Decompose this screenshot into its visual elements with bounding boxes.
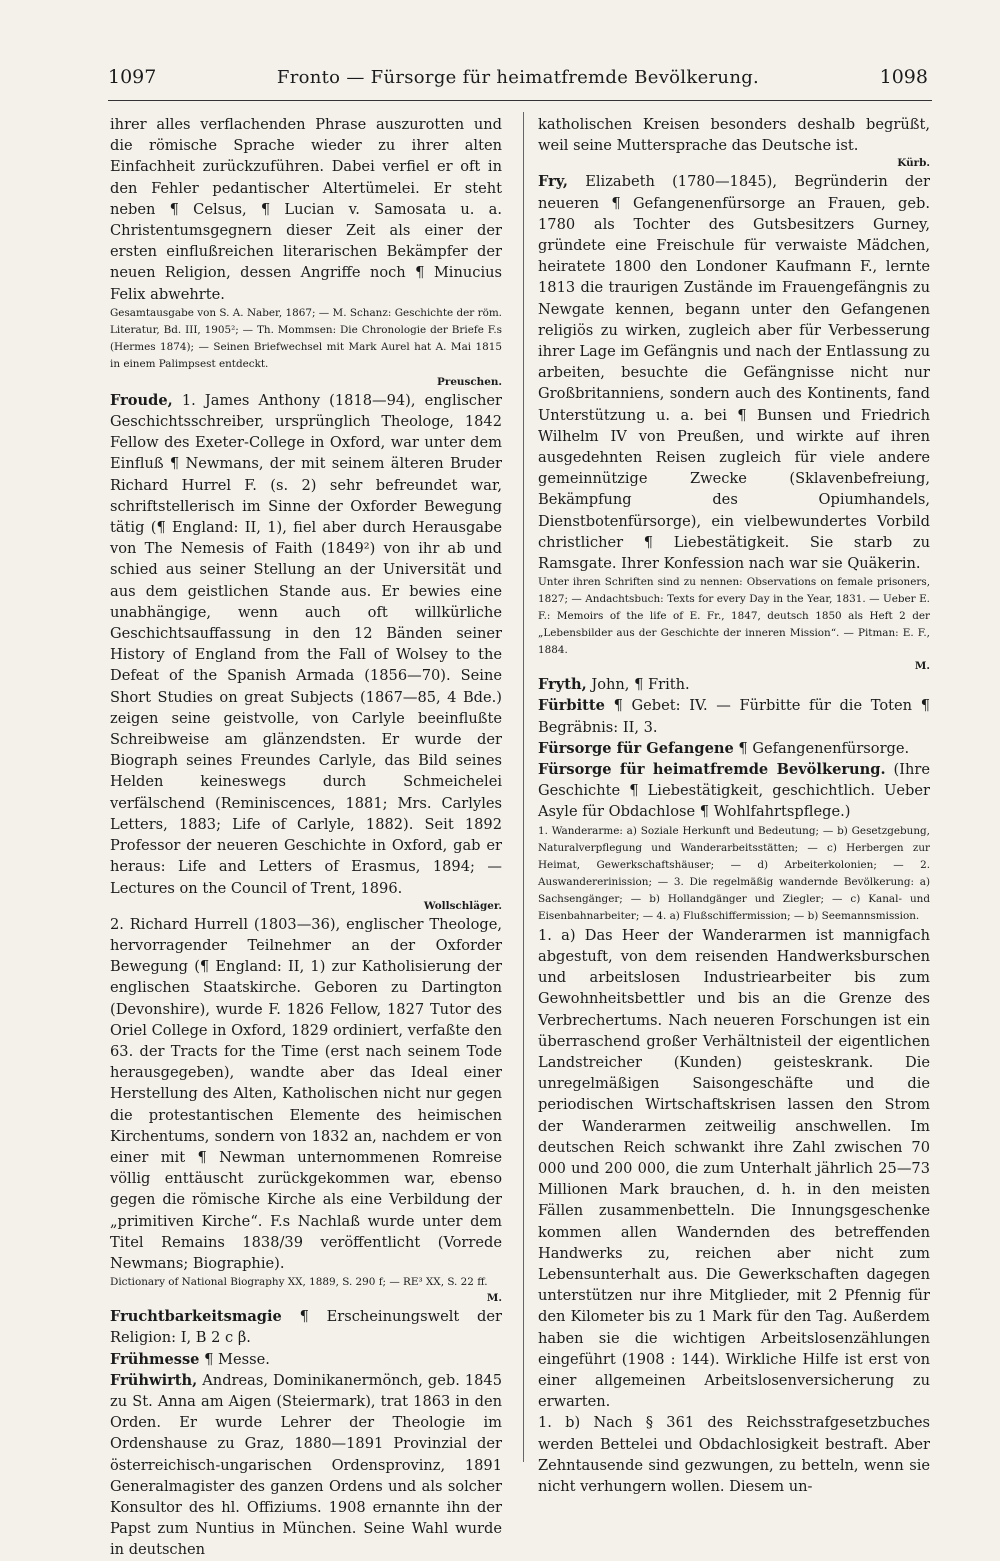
- entry-fry: [538, 171, 930, 574]
- headword: Fürsorge für heimatfremde Bevölkerung.: [538, 761, 886, 779]
- fruehwirth-continuation: katholischen Kreisen besonders deshalb begrüßt, weil seine Muttersprache das Deutsche ist.: [538, 116, 930, 155]
- headword: Frühmesse: [110, 1350, 200, 1368]
- froude-bibliography: Dictionary of National Biography XX, 1889, S. 290 f; — RE³ XX, S. 22 ff.: [110, 1276, 488, 1289]
- entry-text: Andreas, Dominikanermönch, geb. 1845 zu St. Anna am Aigen (Steiermark), trat 1863 in den Orden. Er wurde Lehrer der Theologie im Ordenshause zu Graz, 1880—1891 Provinzial der österreichisch-ungarischen Ordensprovinz, 1891 Generalmagister des ganzen Ordens und als solcher Konsultor des hl. Offiziums. 1908 ernannte ihn der Papst zum Nuntius in München. Seine Wahl wurde in deutschen: [110, 1371, 502, 1559]
- author-signature: Kürb.: [897, 157, 930, 170]
- author-signature: Preuschen.: [437, 375, 502, 388]
- page-number-right: 1098: [879, 66, 928, 88]
- column-divider: [523, 112, 524, 1462]
- entry-fuersorge-gefangene: [538, 738, 930, 759]
- entry-froude-1: [110, 390, 502, 899]
- headword: Frühwirth,: [110, 1371, 198, 1389]
- entry-text: ¶ Erscheinungswelt der Religion: I, B 2 c β.: [110, 1308, 502, 1347]
- fronto-text: ihrer alles verflachenden Phrase auszurotten und die römische Sprache wieder zu ihrer alten Einfachheit zurückzuführen. Dabei verfiel er oft in den Fehler pedantischer Altertümelei. Er steht neben ¶ Celsus, ¶ Lucian v. Samosata u. a. Christentumsgegnern dieser Zeit als einer der ersten einflußreichen literarischen Bekämpfer der neuen Religion, dessen Angriffe noch ¶ Minucius Felix abwehrte.: [110, 116, 502, 303]
- entry-fruchtbarkeitsmagie: [110, 1306, 502, 1348]
- fry-bibliography: Unter ihren Schriften sind zu nennen: Observations on female prisoners, 1827; — Andachtsbuch: Texts for every Day in the Year, 1831. — Ueber E. F.: Memoirs of the life of E. Fr., 1847, deutsch 1850 als Heft 2 der „Lebensbilder aus der Geschichte der inneren Mission“. — Pitman: E. F., 1884.: [538, 576, 930, 657]
- fronto-bibliography: Gesamtausgabe von S. A. Naber, 1867; — M. Schanz: Geschichte der röm. Literatur, Bd. III, 1905²; — Th. Mommsen: Die Chronologie der Briefe F.s (Hermes 1874); — Seinen Briefwechsel mit Mark Aurel hat A. Mai 1815 in einem Palimpsest entdeckt.: [110, 306, 502, 370]
- entry-text: John, ¶ Frith.: [586, 676, 690, 694]
- left-column: [110, 114, 502, 1559]
- right-column: [538, 114, 930, 1495]
- running-title: Fronto — Fürsorge für heimatfremde Bevölkerung.: [276, 67, 760, 88]
- entry-text: ¶ Gebet: IV. — Fürbitte für die Toten ¶ Begräbnis: II, 3.: [538, 697, 930, 736]
- author-signature: M.: [914, 660, 930, 673]
- headword: Froude,: [110, 391, 173, 409]
- headword: Fryth,: [538, 676, 587, 694]
- entry-fruehmesse: [110, 1349, 502, 1370]
- running-header: [108, 66, 928, 100]
- author-signature: Wollschläger.: [423, 899, 502, 912]
- headword: Fruchtbarkeitsmagie: [110, 1308, 282, 1326]
- author-signature: M.: [486, 1292, 502, 1305]
- headword: Fürsorge für Gefangene: [538, 739, 734, 757]
- section-1b-text: 1. b) Nach § 361 des Reichsstrafgesetzbuches werden Bettelei und Obdachlosigkeit bestraft. Aber Zehntausende sind gezwungen, zu betteln, wenn sie nicht verhungern wollen. Diesem un-: [538, 1414, 930, 1495]
- entry-text: (Ihre Geschichte ¶ Liebestätigkeit, geschichtlich. Ueber Asyle für Obdachlose ¶ Wohlfahrtspflege.): [538, 761, 930, 821]
- entry-fuerbitte: [538, 695, 930, 737]
- page-number-left: 1097: [108, 66, 157, 88]
- header-rule: [108, 100, 932, 101]
- section-1a-text: 1. a) Das Heer der Wanderarmen ist mannigfach abgestuft, von dem reisenden Handwerksburschen und arbeitslosen Industriearbeiter bis zum Gewohnheitsbettler und bis an die Grenze des Verbrechertums. Nach neueren Forschungen ist ein überraschend großer Verhältnisteil der eigentlichen Landstreicher (Kunden) geisteskrank. Die unregelmäßigen Saisongeschäfte und die periodischen Wirtschaftskrisen lassen den Strom der Wanderarmen zeitweilig anschwellen. Im deutschen Reich schwankt ihre Zahl zwischen 70 000 und 200 000, die zum Unterhalt jährlich 25—73 Millionen Mark brauchen, d. h. in den meisten Fällen zusammenbetteln. Die Innungsgeschenke kommen allen Wandernden des betreffenden Handwerks zu, reichen aber nicht zum Lebensunterhalt aus. Die Gewerkschaften dagegen unterstützen nur ihre Mitglieder, mit 2 Pfennig für den Kilometer bis zu 1 Mark für den Tag. Außerdem haben sie die wichtigen Arbeitslosenzählungen eingeführt (1908 : 144). Wirkliche Hilfe ist erst von einer allgemeinen Arbeitslosenversicherung zu erwarten.: [538, 926, 930, 1411]
- entry-fryth: [538, 674, 930, 695]
- headword: Fürbitte: [538, 697, 605, 715]
- entry-text: ¶ Gefangenenfürsorge.: [733, 739, 910, 757]
- headword: Fry,: [538, 173, 568, 191]
- entry-text: Elizabeth (1780—1845), Begründerin der neueren ¶ Gefangenenfürsorge an Frauen, geb. 1780 als Tochter des Gutsbesitzers Gurney, gründete eine Freischule für verwaiste Mädchen, heiratete 1800 den Londoner Kaufmann F., lernte 1813 die traurigen Zustände im Frauengefängnis zu Newgate kennen, begann unter den Gefangenen religiös zu wirken, zugleich aber für Verbesserung ihrer Lage im Gefängnis und nach der Entlassung zu arbeiten, besuchte die Gefängnisse nicht nur Großbritanniens, sondern auch des Kontinents, fand Unterstützung u. a. bei ¶ Bunsen und Friedrich Wilhelm IV von Preußen, und wirkte auf ihren ausgedehnten Reisen zugleich für viele andere gemeinnützige Zwecke (Sklavenbefreiung, Bekämpfung des Opiumhandels, Dienstbotenfürsorge), ein vielbewundertes Vorbild christlicher ¶ Liebestätigkeit. Sie starb zu Ramsgate. Ihrer Konfession nach war sie Quäkerin.: [538, 173, 930, 573]
- section-outline: 1. Wanderarme: a) Soziale Herkunft und Bedeutung; — b) Gesetzgebung, Naturalverpflegung und Wanderarbeitsstätten; — c) Herbergen zur Heimat, Gewerkschaftshäuser; — d) Arbeiterkolonien; — 2. Auswandererinission; — 3. Die regelmäßig wandernde Bevölkerung: a) Sachsengänger; — b) Hollandgänger und Ziegler; — c) Kanal- und Eisenbahnarbeiter; — 4. a) Flußschiffermission; — b) Seemannsmission.: [538, 824, 930, 922]
- entry-fuersorge-heimatfremde: [538, 759, 930, 823]
- entry-text: 1. James Anthony (1818—94), englischer Geschichtsschreiber, ursprünglich Theologe, 1842 Fellow des Exeter-College in Oxford, war unter dem Einfluß ¶ Newmans, der mit seinem älteren Bruder Richard Hurrel F. (s. 2) sehr befreundet war, schriftstellerisch im Sinne der Oxforder Bewegung tätig (¶ England: II, 1), fiel aber durch Herausgabe von The Nemesis of Faith (1849²) von ihr ab und schied aus seiner Stellung an der Universität und aus dem geistlichen Stande aus. Er bewies eine unabhängige, wenn auch oft willkürliche Geschichtsauffassung in den 12 Bänden seiner History of England from the Fall of Wolsey to the Defeat of the Spanish Armada (1856—70). Seine Short Studies on great Subjects (1867—85, 4 Bde.) zeigen seine geistvolle, von Carlyle beeinflußte Schreibweise am glänzendsten. Er wurde der Biograph seines Freundes Carlyle, das Bild seines Helden keineswegs durch Schmeichelei verfälschend (Reminiscences, 1881; Mrs. Carlyles Letters, 1883; Life of Carlyle, 1882). Seit 1892 Professor der neueren Geschichte in Oxford, gab er heraus: Life and Letters of Erasmus, 1894; — Lectures on the Council of Trent, 1896.: [110, 391, 502, 897]
- entry-text: ¶ Messe.: [199, 1350, 270, 1368]
- entry-fruehwirth: [110, 1370, 502, 1561]
- entry-froude-2: 2. Richard Hurrell (1803—36), englischer Theologe, hervorragender Teilnehmer an der Oxforder Bewegung (¶ England: II, 1) zur Katholisierung der englischen Staatskirche. Geboren zu Dartington (Devonshire), wurde F. 1826 Fellow, 1827 Tutor des Oriel College in Oxford, 1829 ordiniert, verfaßte den 63. der Tracts for the Time (erst nach seinem Tode herausgegeben), wandte aber das Ideal einer Herstellung des Alten, Katholischen nicht nur gegen die protestantischen Elemente des heimischen Kirchentums, sondern von 1832 an, nachdem er von einer mit ¶ Newman unternommenen Romreise völlig enttäuscht zurückgekommen war, ebenso gegen die römische Kirche als eine Verbildung der „primitiven Kirche“. F.s Nachlaß wurde unter dem Titel Remains 1838/39 veröffentlicht (Vorrede Newmans; Biographie).: [110, 915, 502, 1272]
